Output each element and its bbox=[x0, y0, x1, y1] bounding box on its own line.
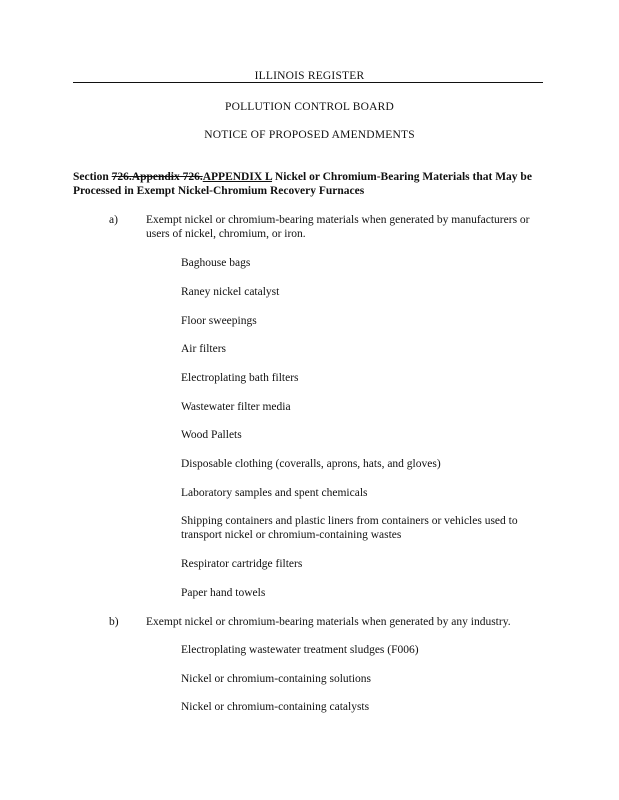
clause-a-label: a) bbox=[109, 214, 118, 226]
section-inserted-text: APPENDIX L bbox=[202, 171, 273, 183]
register-title: ILLINOIS REGISTER bbox=[254, 70, 365, 82]
section-heading bbox=[73, 170, 543, 198]
list-item: Shipping containers and plastic liners from containers or vehicles used to transport nickel or chromium-containing wastes bbox=[181, 515, 518, 541]
list-item: Nickel or chromium-containing catalysts bbox=[181, 701, 370, 713]
list-item: Air filters bbox=[181, 343, 227, 355]
list-item: Baghouse bags bbox=[181, 257, 251, 269]
list-item: Raney nickel catalyst bbox=[181, 286, 280, 298]
board-name: POLLUTION CONTROL BOARD bbox=[224, 101, 394, 113]
header-rule bbox=[73, 82, 543, 83]
section-prefix: Section bbox=[73, 171, 112, 183]
list-item: Paper hand towels bbox=[181, 587, 266, 599]
section-struck-text: 726.Appendix 726. bbox=[111, 171, 203, 183]
list-item: Wood Pallets bbox=[181, 429, 242, 441]
clause-b-text: Exempt nickel or chromium-bearing materials when generated by any industry. bbox=[146, 616, 511, 628]
list-item: Respirator cartridge filters bbox=[181, 558, 303, 570]
list-item: Electroplating wastewater treatment sludges (F006) bbox=[181, 644, 419, 656]
clause-b-label: b) bbox=[109, 616, 119, 628]
list-item: Laboratory samples and spent chemicals bbox=[181, 487, 368, 499]
section-title-text: Nickel or Chromium-Bearing Materials that May be Processed in Exempt Nickel-Chromium Recovery Furnaces bbox=[73, 171, 532, 197]
clause-a-text: Exempt nickel or chromium-bearing materials when generated by manufacturers or users of nickel, chromium, or iron. bbox=[146, 214, 530, 240]
list-item: Nickel or chromium-containing solutions bbox=[181, 673, 372, 685]
list-item: Disposable clothing (coveralls, aprons, hats, and gloves) bbox=[181, 458, 441, 470]
list-item: Floor sweepings bbox=[181, 315, 257, 327]
notice-title: NOTICE OF PROPOSED AMENDMENTS bbox=[204, 129, 415, 141]
list-item: Wastewater filter media bbox=[181, 401, 291, 413]
list-item: Electroplating bath filters bbox=[181, 372, 299, 384]
